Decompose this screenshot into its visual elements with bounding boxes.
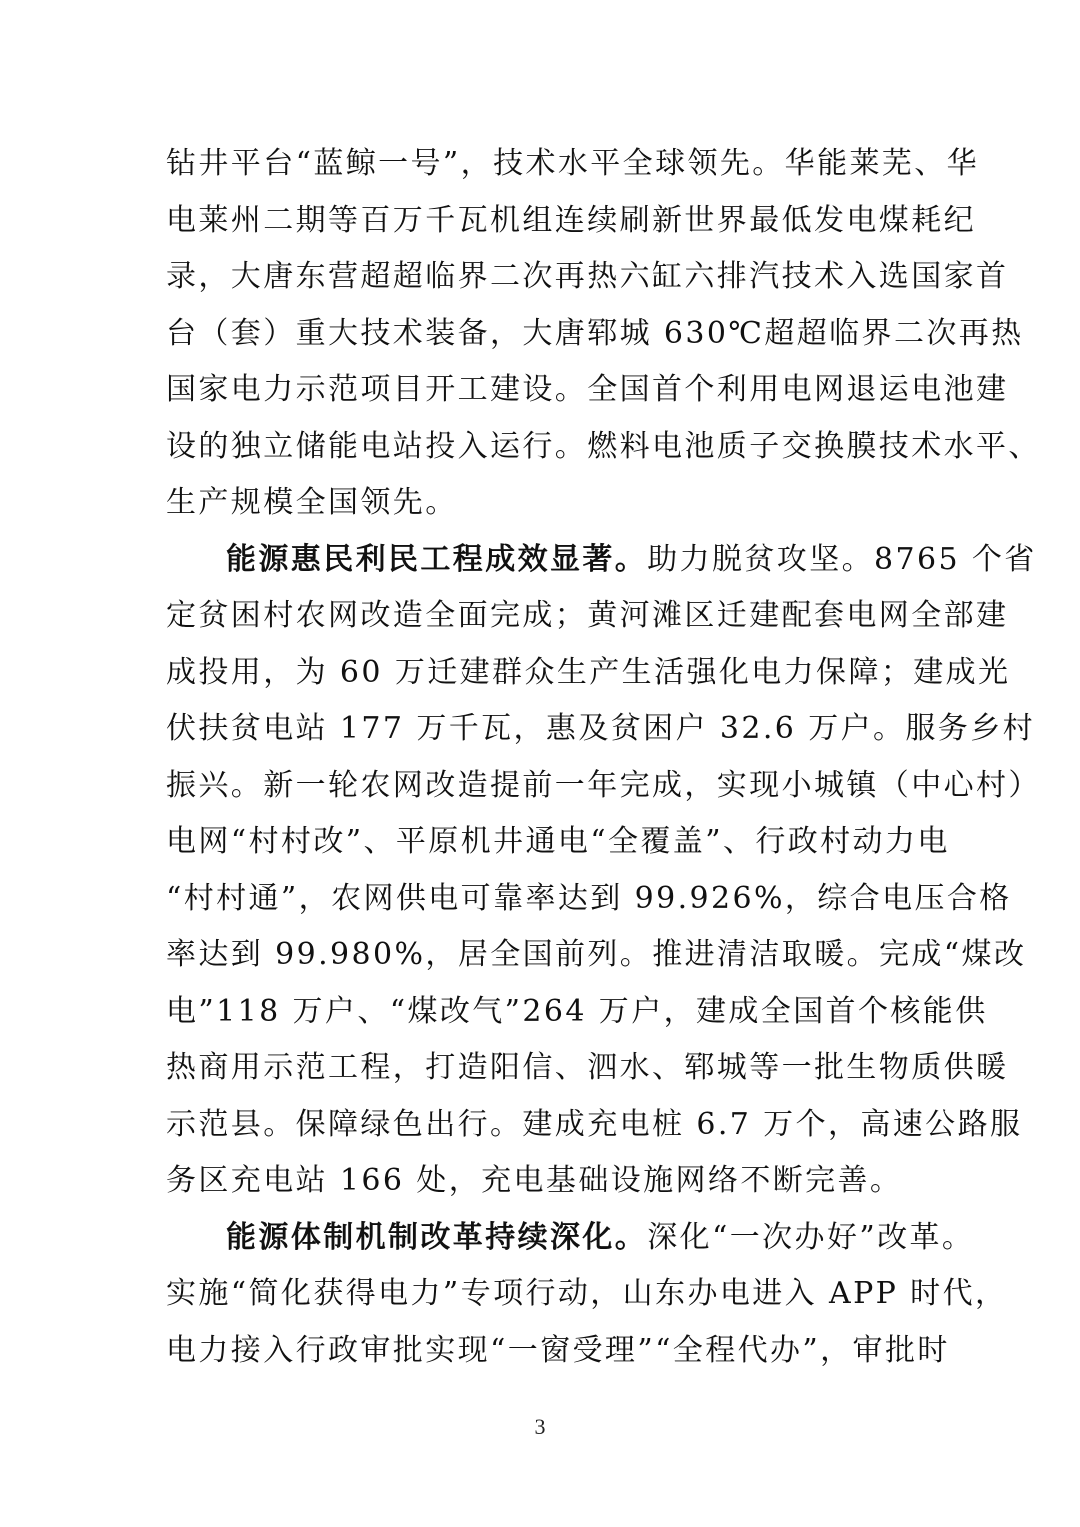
paragraph-line: 示范县。保障绿色出行。建成充电桩 6.7 万个，高速公路服: [166, 1106, 1023, 1142]
paragraph-line: 热商用示范工程，打造阳信、泗水、郓城等一批生物质供暖: [166, 1050, 1009, 1085]
body-text: [166, 136, 1041, 1379]
paragraph-line: 定贫困村农网改造全面完成；黄河滩区迁建配套电网全部建: [166, 598, 1009, 633]
paragraph-line: 电力接入行政审批实现“一窗受理”“全程代办”，审批时: [166, 1332, 950, 1368]
page-number: 3: [534, 1414, 546, 1439]
paragraph-line: 伏扶贫电站 177 万千瓦，惠及贫困户 32.6 万户。服务乡村: [166, 711, 1036, 746]
section-heading: 能源惠民利民工程成效显著。: [226, 541, 648, 577]
paragraph-line: 录，大唐东营超超临界二次再热六缸六排汽技术入选国家首: [166, 259, 1009, 294]
paragraph-line: 钻井平台“蓝鲸一号”，技术水平全球领先。华能莱芜、华: [166, 146, 980, 181]
paragraph-line: 率达到 99.980%，居全国前列。推进清洁取暖。完成“煤改: [166, 937, 1027, 972]
section-heading: 能源体制机制改革持续深化。: [226, 1219, 648, 1255]
paragraph-line: 务区充电站 166 处，充电基础设施网络不断完善。: [166, 1163, 903, 1198]
paragraph-line: “村村通”，农网供电可靠率达到 99.926%，综合电压合格: [166, 880, 1012, 916]
paragraph-text: 深化“一次办好”改革。: [647, 1219, 975, 1255]
paragraph-first-line: [166, 532, 1037, 589]
paragraph-line: 实施“简化获得电力”专项行动，山东办电进入 APP 时代，: [166, 1276, 1008, 1311]
paragraph-line: 电”118 万户、“煤改气”264 万户，建成全国首个核能供: [166, 993, 988, 1029]
paragraph-line: 生产规模全国领先。: [166, 485, 458, 520]
paragraph-line: 成投用，为 60 万迁建群众生产生活强化电力保障；建成光: [166, 654, 1011, 690]
paragraph-line: 电莱州二期等百万千瓦机组连续刷新世界最低发电煤耗纪: [166, 202, 976, 238]
paragraph-line: 电网“村村改”、平原机井通电“全覆盖”、行政村动力电: [166, 824, 950, 859]
paragraph-text: 助力脱贫攻坚。8765 个省: [647, 541, 1037, 577]
paragraph-line: 国家电力示范项目开工建设。全国首个利用电网退运电池建: [166, 372, 1009, 407]
paragraph-line: 台（套）重大技术装备，大唐郓城 630℃超超临界二次再热: [166, 315, 1024, 351]
paragraph-first-line: [166, 1210, 975, 1267]
paragraph-line: 振兴。新一轮农网改造提前一年完成，实现小城镇（中心村）: [166, 767, 1041, 803]
paragraph-line: 设的独立储能电站投入运行。燃料电池质子交换膜技术水平、: [166, 428, 1041, 464]
